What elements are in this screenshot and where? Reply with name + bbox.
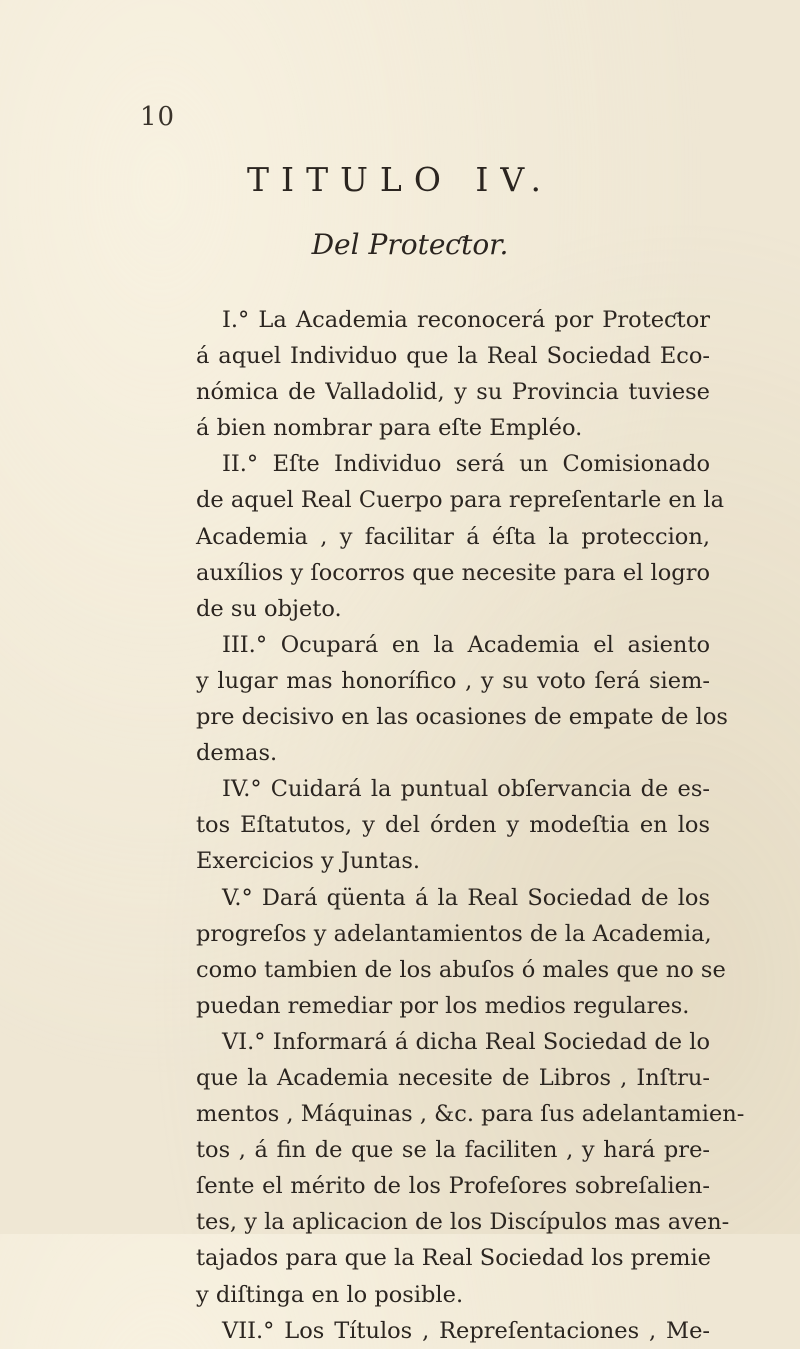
text-line: Exercicios y Juntas. <box>196 848 421 875</box>
text-line: de aquel Real Cuerpo para repreſentarle en la <box>196 487 725 514</box>
text-line: como tambien de los abuſos ó males que no se <box>196 956 726 983</box>
body-text <box>196 302 745 1349</box>
text-line: que la Academia necesite de Libros , Inſtru- <box>196 1064 710 1091</box>
text-line: IV.° Cuidará la puntual obſervancia de es- <box>222 776 710 803</box>
text-line: y lugar mas honorífico , y su voto ſerá siem- <box>196 667 710 694</box>
section-subtitle: Del Proteƈtor. <box>311 228 509 261</box>
text-line: á bien nombrar para eſte Empléo. <box>196 415 583 442</box>
text-line: ſente el mérito de los Profeſores sobreſalien- <box>196 1173 710 1200</box>
text-line: V.° Dará qüenta á la Real Sociedad de los <box>222 884 710 911</box>
page-number: 10 <box>140 102 176 132</box>
text-line: demas. <box>196 740 278 767</box>
section-title: TITULO IV. <box>247 160 553 199</box>
text-line: VI.° Informará á dicha Real Sociedad de lo <box>222 1028 710 1055</box>
text-line: de su objeto. <box>196 595 342 622</box>
text-line: y diſtinga en lo posible. <box>196 1281 464 1308</box>
text-line: puedan remediar por los medios regulares. <box>196 992 690 1019</box>
text-line: á aquel Individuo que la Real Sociedad Eco- <box>196 343 710 370</box>
text-line: tes, y la aplicacion de los Discípulos mas aven- <box>196 1209 730 1236</box>
text-line: tos Eſtatutos, y del órden y modeſtia en los <box>196 812 710 839</box>
text-line: II.° Eſte Individuo será un Comisionado <box>222 451 710 478</box>
text-line: mentos , Máquinas , &c. para ſus adelantamien- <box>196 1101 745 1128</box>
text-line: I.° La Academia reconocerá por Proteƈtor <box>222 307 710 333</box>
text-line: pre decisivo en las ocasiones de empate de los <box>196 704 728 731</box>
text-line: Academia , y facilitar á éſta la proteccion, <box>196 523 710 550</box>
text-line: progreſos y adelantamientos de la Academia, <box>196 920 712 947</box>
text-line: tajados para que la Real Sociedad los premie <box>196 1245 711 1272</box>
text-line: tos , á fin de que se la faciliten , y hará pre- <box>196 1137 710 1164</box>
text-line: III.° Ocupará en la Academia el asiento <box>222 631 710 658</box>
text-line: nómica de Valladolid, y su Provincia tuviese <box>196 379 710 406</box>
text-line: auxílios y ſocorros que necesite para el logro <box>196 559 710 586</box>
text-line: VII.° Los Títulos , Repreſentaciones , Me- <box>222 1317 710 1344</box>
